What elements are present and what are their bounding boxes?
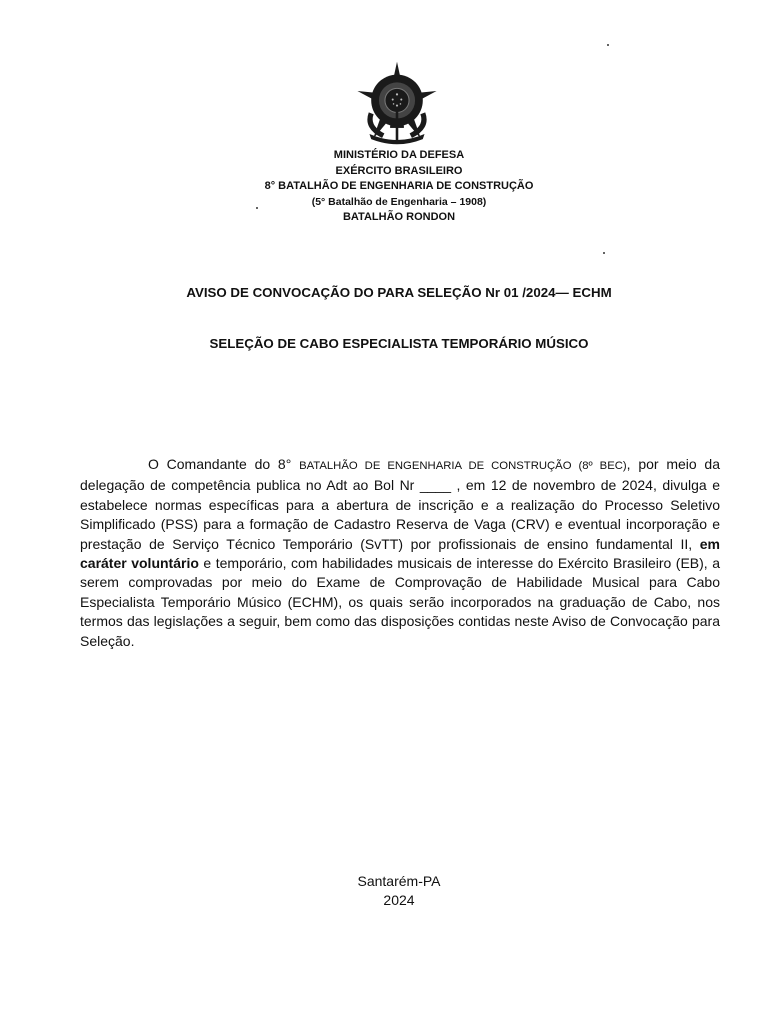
body-emphasis: em caráter voluntário (80, 535, 720, 572)
document-subtitle: SELEÇÃO DE CABO ESPECIALISTA TEMPORÁRIO MÚSICO (209, 336, 589, 351)
body-part-3: e temporário, com habilidades musicais de interesse do Exército Brasileiro (EB), a serem comprovadas por meio do Exame de Comprovação de Habilidade Musical para Cabo Especialista Temporário Músico (ECHM), os quais serão incorporados na graduação de Cabo, nos termos das legislações a seguir, bem como das disposições contidas neste Aviso de Convocação para Seleção. (80, 555, 721, 649)
scan-speck (607, 44, 609, 46)
document-title: AVISO DE CONVOCAÇÃO DO PARA SELEÇÃO Nr 01 /2024— ECHM (186, 285, 612, 300)
scan-speck (603, 252, 605, 254)
unit-name: BATALHÃO DE ENGENHARIA DE CONSTRUÇÃO (8º BEC) (299, 460, 627, 472)
army-line: EXÉRCITO BRASILEIRO (335, 164, 463, 177)
footer (0, 872, 768, 910)
battalion-name-line: BATALHÃO RONDON (342, 211, 456, 223)
battalion-former-line: (5° Batalhão de Engenharia – 1908) (311, 195, 487, 208)
body-part-2: , por meio da delegação de competência publica no Adt ao Bol Nr ____ , em 12 de novembro de 2024, divulga e estabelece normas específicas para a abertura de inscrição e a realização do Processo Seletivo Simplificado (PSS) para a formação de Cadastro Reserva de Vaga (CRV) e eventual incorporação e prestação de Serviço Técnico Temporário (SvTT) por profissionais de ensino fundamental II, (80, 456, 720, 552)
battalion-line: 8° BATALHÃO DE ENGENHARIA DE CONSTRUÇÃO (264, 180, 534, 192)
footer-place: Santarém-PA (357, 873, 441, 889)
brazil-coat-of-arms-icon (354, 60, 440, 146)
letterhead (0, 148, 768, 226)
body-paragraph (80, 455, 720, 651)
footer-year: 2024 (383, 892, 415, 908)
scan-speck (256, 207, 258, 209)
ministry-line: MINISTÉRIO DA DEFESA (333, 149, 465, 161)
body-part-1: O Comandante do 8° (148, 456, 292, 472)
